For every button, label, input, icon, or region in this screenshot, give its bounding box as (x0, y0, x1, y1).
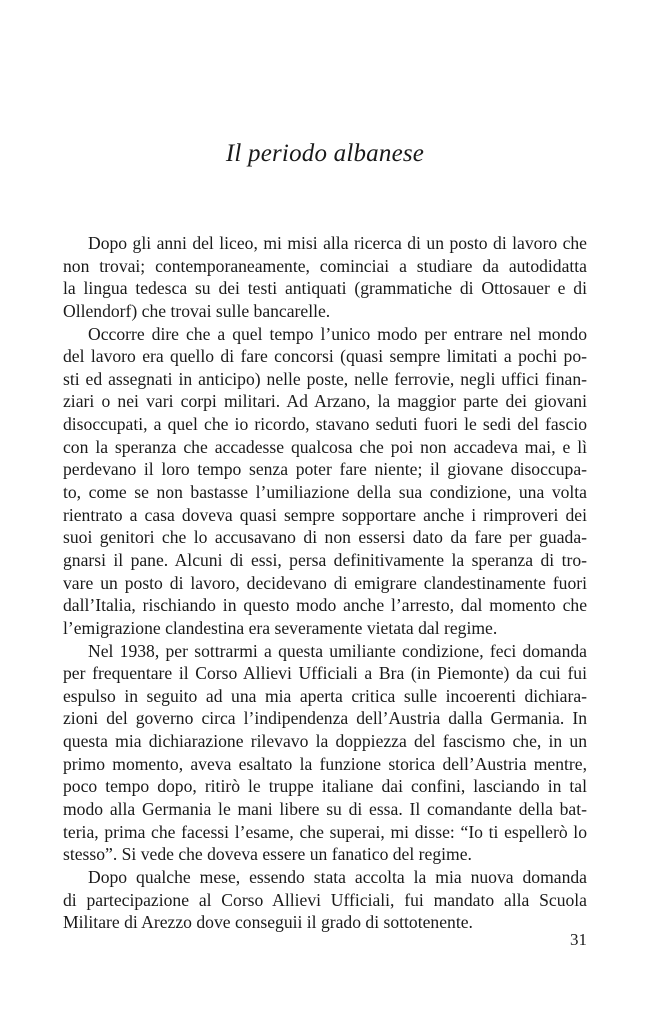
text-line: vare un posto di lavoro, decidevano di emigrare clandestinamente fuori (63, 572, 587, 593)
paragraph (63, 232, 587, 323)
text-line: ziari o nei vari corpi militari. Ad Arzano, la maggior parte dei giovani (63, 391, 587, 412)
text-line: poco tempo dopo, ritirò le truppe italiane dai confini, lasciando in tal (63, 776, 587, 797)
text-line: primo momento, aveva esaltato la funzione storica dell’Austria mentre, (63, 753, 587, 774)
chapter-title: Il periodo albanese (225, 140, 425, 167)
text-line: Militare di Arezzo dove conseguii il grado di sottotenente. (63, 912, 473, 933)
text-line: disoccupati, a quel che io ricordo, stavano seduti fuori le sedi del fascio (63, 414, 587, 435)
text-line: Nel 1938, per sottrarmi a questa umiliante condizione, feci domanda (88, 640, 587, 661)
text-line: teria, prima che facessi l’esame, che superai, mi disse: “Io ti espellerò lo (63, 821, 587, 842)
text-line: dall’Italia, rischiando in questo modo anche l’arresto, dal momento che (63, 595, 587, 616)
text-line: la lingua tedesca su dei testi antiquati (grammatiche di Ottosauer e di (63, 278, 587, 299)
text-line: per frequentare il Corso Allievi Ufficiali a Bra (in Piemonte) da cui fui (63, 663, 587, 684)
text-line: Occorre dire che a quel tempo l’unico modo per entrare nel mondo (88, 323, 587, 344)
paragraph (63, 640, 587, 866)
text-line: rientrato a casa doveva quasi sempre sopportare anche i rimproveri dei (63, 504, 587, 525)
text-line: perdevano il loro tempo senza poter fare niente; il giovane disoccupa- (63, 459, 587, 480)
text-line: con la speranza che accadesse qualcosa che poi non accadeva mai, e lì (63, 436, 587, 457)
text-line: modo alla Germania le mani libere su di essa. Il comandante della bat- (63, 799, 587, 820)
text-line: Dopo qualche mese, essendo stata accolta la mia nuova domanda (88, 866, 587, 887)
text-line: Ollendorf) che trovai sulle bancarelle. (63, 300, 331, 321)
text-line: Dopo gli anni del liceo, mi misi alla ricerca di un posto di lavoro che (88, 233, 587, 253)
text-line: espulso in seguito ad una mia aperta critica sulle incoerenti dichiara- (63, 685, 587, 706)
text-line: suoi genitori che lo accusavano di non essersi dato da fare per guada- (63, 527, 587, 548)
page-number: 31 (570, 930, 587, 949)
text-line: zioni del governo circa l’indipendenza dell’Austria dalla Germania. In (63, 708, 587, 729)
chapter-body (63, 232, 587, 934)
text-line: del lavoro era quello di fare concorsi (quasi sempre limitati a pochi po- (63, 346, 587, 367)
text-line: stesso”. Si vede che doveva essere un fanatico del regime. (63, 844, 472, 865)
text-line: di partecipazione al Corso Allievi Ufficiali, fui mandato alla Scuola (63, 889, 587, 910)
paragraph (63, 866, 587, 934)
text-line: gnarsi il pane. Alcuni di essi, persa definitivamente la speranza di tro- (63, 549, 587, 570)
text-line: non trovai; contemporaneamente, cominciai a studiare da autodidatta (63, 255, 587, 276)
text-line: to, come se non bastasse l’umiliazione della sua condizione, una volta (63, 482, 587, 503)
text-line: l’emigrazione clandestina era severamente vietata dal regime. (63, 617, 498, 638)
text-line: questa mia dichiarazione rilevavo la doppiezza del fascismo che, in un (63, 731, 587, 752)
paragraph (63, 323, 587, 640)
text-line: sti ed assegnati in anticipo) nelle poste, nelle ferrovie, negli uffici finan- (63, 368, 587, 389)
